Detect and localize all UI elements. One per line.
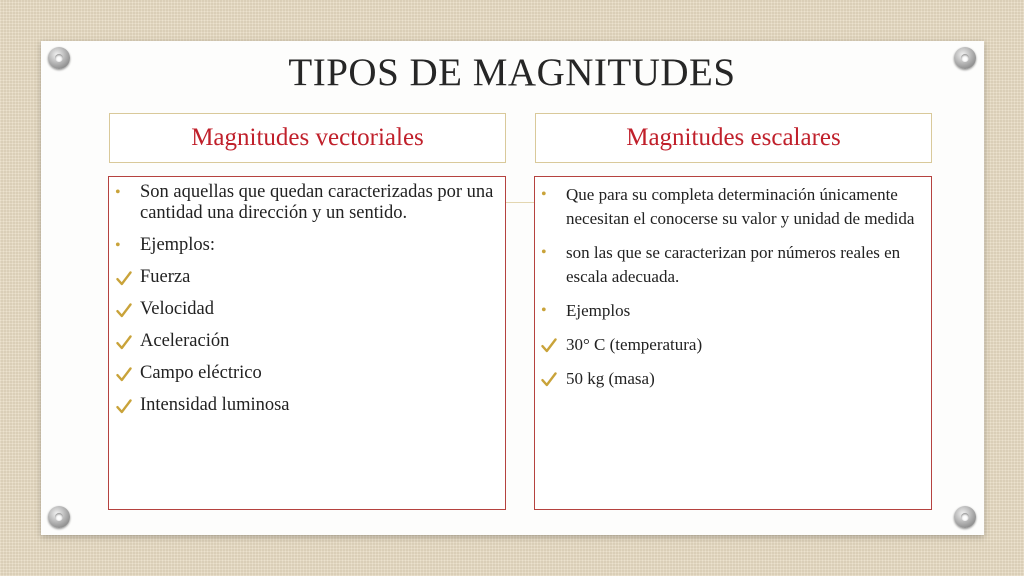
- checkmark-icon: [116, 399, 132, 414]
- bullet-dot-icon: •: [541, 244, 547, 261]
- pin-bottom-left-icon: [48, 506, 70, 528]
- checklist-item: [109, 331, 499, 352]
- checklist-item: [535, 333, 921, 357]
- bullet-item: [109, 235, 499, 256]
- item-text: son las que se caracterizan por números reales en escala adecuada.: [566, 243, 901, 286]
- left-item-list: [109, 182, 499, 416]
- checklist-item: [109, 299, 499, 320]
- item-text: Son aquellas que quedan caracterizadas por una cantidad una dirección y un sentido.: [140, 182, 494, 223]
- pin-bottom-right-icon: [954, 506, 976, 528]
- item-text: Aceleración: [140, 331, 230, 351]
- right-item-list: [535, 183, 921, 391]
- left-content-box: [108, 176, 506, 510]
- item-text: Fuerza: [140, 267, 191, 287]
- bullet-dot-icon: •: [541, 302, 547, 319]
- item-text: 30° C (temperatura): [566, 335, 703, 354]
- item-text: Velocidad: [140, 299, 214, 319]
- checklist-item: [109, 267, 499, 288]
- item-text: Que para su completa determinación únicamente necesitan el conocerse su valor y unidad de medida: [566, 185, 915, 228]
- bullet-dot-icon: •: [115, 184, 121, 201]
- checkmark-icon: [541, 372, 557, 387]
- bullet-item: [535, 183, 921, 231]
- checklist-item: [109, 395, 499, 416]
- bullet-item: [535, 299, 921, 323]
- bullet-dot-icon: •: [541, 186, 547, 203]
- bullet-item: [109, 182, 499, 224]
- item-text: Intensidad luminosa: [140, 395, 290, 415]
- item-text: 50 kg (masa): [566, 369, 655, 388]
- right-content-box: [534, 176, 932, 510]
- checklist-item: [109, 363, 499, 384]
- item-text: Ejemplos:: [140, 235, 216, 255]
- checkmark-icon: [116, 367, 132, 382]
- checkmark-icon: [116, 335, 132, 350]
- checkmark-icon: [116, 271, 132, 286]
- checklist-item: [535, 367, 921, 391]
- right-header: Magnitudes escalares: [535, 113, 932, 163]
- checkmark-icon: [116, 303, 132, 318]
- connector-line: [505, 202, 535, 203]
- item-text: Ejemplos: [566, 301, 631, 320]
- page-title: TIPOS DE MAGNITUDES: [288, 51, 736, 94]
- checkmark-icon: [541, 338, 557, 353]
- bullet-dot-icon: •: [115, 237, 121, 254]
- bullet-item: [535, 241, 921, 289]
- item-text: Campo eléctrico: [140, 363, 262, 383]
- left-header: Magnitudes vectoriales: [109, 113, 506, 163]
